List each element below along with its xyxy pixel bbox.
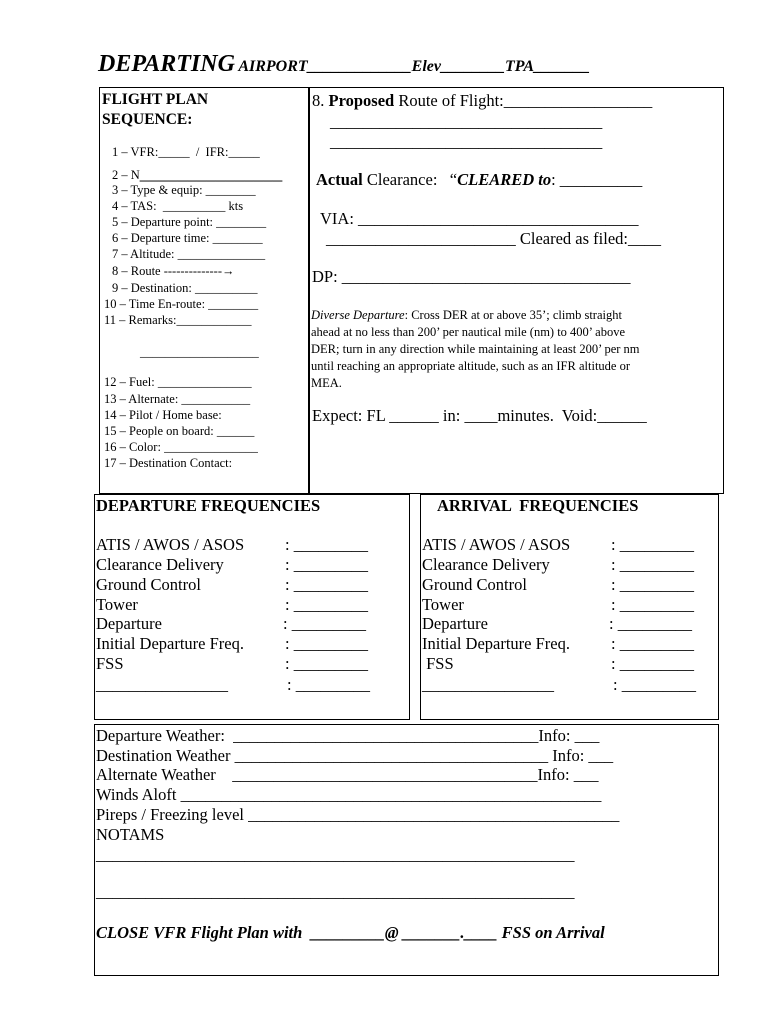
dep-freq-label-6: FSS [96,654,124,673]
diverse-line-4: until reaching an appropriate altitude, such as an IFR altitude or [311,359,631,373]
dep-freq-blank-4: : _________ [283,614,366,633]
header-fields: AIRPORT_____________Elev________TPA_______ [234,58,591,75]
seq-item-2-blank: _______________ [139,163,283,184]
seq-item-2 [112,164,282,183]
expect-line: Expect: FL ______ in: ____minutes. Void:______ [312,406,647,425]
arr-freq-label-1: Clearance Delivery [422,555,550,574]
seq-item-7: 7 – Altitude: ______________ [112,247,266,261]
dep-freq-blank-5: : _________ [285,634,368,653]
seq-item-10: 10 – Time En-route: ________ [104,297,259,311]
cleared-to-label: CLEARED to [457,170,552,189]
cleared-to-blank: : __________ [551,170,643,189]
destination-weather-line: Destination Weather ______________________________________ Info: ___ [96,746,614,765]
seq-item-9: 9 – Destination: __________ [112,281,258,295]
arrival-freq-title: ARRIVAL FREQUENCIES [437,496,639,515]
via-line: VIA: __________________________________ [320,209,639,228]
dep-freq-label-3: Tower [96,595,138,614]
seq-item-15: 15 – People on board: ______ [104,424,255,438]
diverse-line-2: ahead at no less than 200’ per nautical mile (nm) to 400’ above [311,325,626,339]
seq-item-12: 12 – Fuel: _______________ [104,375,252,389]
departure-weather-line: Departure Weather: _____________________________________Info: ___ [96,726,600,745]
notams-label: NOTAMS [96,825,165,844]
arr-freq-label-6: FSS [422,654,454,673]
seq-item-6: 6 – Departure time: ________ [112,231,263,245]
dep-freq-blank-1: : _________ [285,555,368,574]
page-header [90,36,590,76]
diverse-line-1: : Cross DER at or above 35’; climb straight [404,308,622,322]
route-line-1 [312,93,652,110]
actual-clearance [316,172,642,189]
seq-item-11: 11 – Remarks:____________ [104,313,252,327]
dep-freq-blank-2: : _________ [285,575,368,594]
notams-blank-1: __________________________________________________________ [96,845,575,864]
seq-item-1: 1 – VFR:_____ / IFR:_____ [112,145,260,159]
cleared-as-filed: _______________________ Cleared as filed:____ [326,229,661,248]
arr-freq-blank-5: : _________ [611,634,694,653]
dep-freq-blank-6: : _________ [285,654,368,673]
close-vfr-line: CLOSE VFR Flight Plan with _________@ _______.____ FSS on Arrival [96,923,605,942]
seq-item-13: 13 – Alternate: ___________ [104,392,251,406]
dep-freq-blank-7: : _________ [287,675,370,694]
dep-freq-label-5: Initial Departure Freq. [96,634,244,653]
arr-freq-blank-0: : _________ [611,535,694,554]
arr-freq-label-0: ATIS / AWOS / ASOS [422,535,571,554]
diverse-line-3: DER; turn in any direction while maintaining at least 200’ per nm [311,342,640,356]
route-num: 8. [312,91,329,110]
notams-blank-2: __________________________________________________________ [96,882,575,901]
departure-freq-title: DEPARTURE FREQUENCIES [96,496,321,515]
arr-freq-blank-2: : _________ [611,575,694,594]
arr-freq-label-4: Departure [422,614,488,633]
remarks-blank-line: ___________________ [140,345,259,359]
winds-aloft-line: Winds Aloft ___________________________________________________ [96,785,602,804]
dep-freq-label-0: ATIS / AWOS / ASOS [96,535,245,554]
clearance-label: Clearance: “ [362,170,458,189]
arr-freq-blank-7: : _________ [613,675,696,694]
seq-item-17: 17 – Destination Contact: [104,456,233,470]
sequence-title-2: SEQUENCE: [102,111,193,128]
seq-item-8: 8 – Route --------------→ [112,264,235,278]
arr-freq-blank-3: : _________ [611,595,694,614]
route-line-3: _________________________________ [330,132,603,151]
arr-freq-blank-4: : _________ [609,614,692,633]
dep-freq-label-7: ________________ [96,675,228,694]
dep-freq-blank-3: : _________ [285,595,368,614]
seq-item-5: 5 – Departure point: ________ [112,215,267,229]
seq-item-3: 3 – Type & equip: ________ [112,183,256,197]
arr-freq-label-7: ________________ [422,675,554,694]
arr-freq-blank-6: : _________ [611,654,694,673]
diverse-label: Diverse Departure [311,308,405,322]
pireps-line: Pireps / Freezing level _____________________________________________ [96,805,620,824]
seq-item-16: 16 – Color: _______________ [104,440,258,454]
dep-freq-label-2: Ground Control [96,575,201,594]
actual-label: Actual [316,170,363,189]
dep-freq-label-1: Clearance Delivery [96,555,224,574]
seq-item-2-label: 2 – N [112,168,140,182]
seq-item-14: 14 – Pilot / Home base: [104,408,222,422]
route-rest: Route of Flight:__________________ [394,91,653,110]
arr-freq-label-2: Ground Control [422,575,527,594]
dep-freq-blank-0: : _________ [285,535,368,554]
alternate-weather-line: Alternate Weather _____________________________________Info: ___ [96,765,599,784]
dp-line: DP: ___________________________________ [312,267,631,286]
departing-title: DEPARTING [98,51,235,77]
diverse-departure-text [311,307,640,392]
sequence-title-1: FLIGHT PLAN [102,91,209,108]
dep-freq-label-4: Departure [96,614,162,633]
arr-freq-blank-1: : _________ [611,555,694,574]
arr-freq-label-3: Tower [422,595,464,614]
diverse-line-5: MEA. [311,376,342,390]
route-proposed: Proposed [328,91,395,110]
route-line-2: _________________________________ [330,112,603,131]
seq-item-4: 4 – TAS: __________ kts [112,199,244,213]
arr-freq-label-5: Initial Departure Freq. [422,634,570,653]
